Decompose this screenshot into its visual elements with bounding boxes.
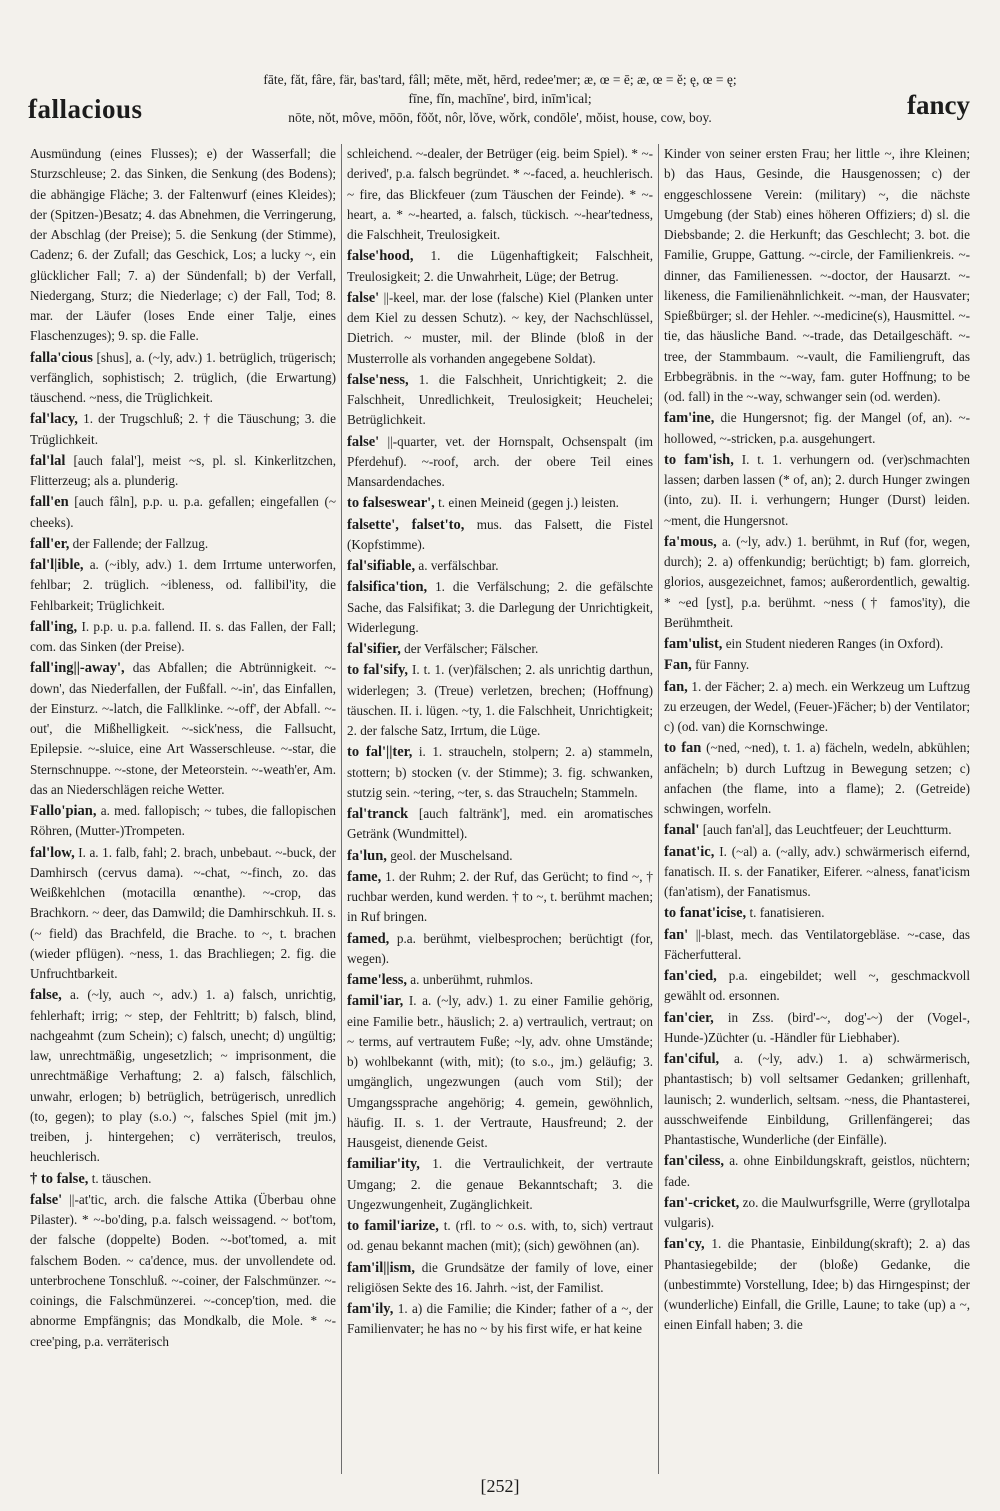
dictionary-entry [664,842,970,903]
entry-definition: 1. der Ruhm; 2. der Ruf, das Gerücht; to find ~, † ruchbar werden, kund werden. † to ~, t. berühmt machen; in Ruf bringen. [347,868,653,925]
entry-headword: falsifica'tion, [347,579,428,596]
dictionary-entry [347,288,653,369]
entry-headword: false'ness, [347,371,409,388]
entry-headword: fam'ily, [347,1301,394,1317]
dictionary-entry [347,639,653,659]
guideword-right: fancy [907,90,970,120]
entry-headword: to fanat'icise, [664,905,747,922]
entry-headword: fam'ine, [664,410,715,427]
entry-headword: fal'tranck [347,806,409,822]
dictionary-entry [347,1258,653,1299]
entry-definition: a. (~ibly, adv.) 1. dem Irrtume unterworfen, fehlbar; 2. trüglich. ~ibleness, od. fallibil'ity, die Fehlbarkeit; Trüglichkeit. [30,557,336,613]
dictionary-entry [30,843,336,985]
entry-headword: Fan, [664,657,692,674]
dictionary-entry [30,1190,336,1352]
dictionary-column-3 [664,144,970,1474]
dictionary-entry [30,492,336,533]
entry-headword: to fan [664,740,702,757]
entry-definition: [auch falal'], meist ~s, pl. sl. Kinkerlitzchen, Flitterzeug; als a. plunderig. [30,452,336,488]
dictionary-entry [664,966,970,1007]
entry-definition: in Zss. (bird'-~, dog'-~) der (Vogel-, Hunde-)Züchter (u. -Händler für Liebhaber). [664,1009,970,1045]
dictionary-entry [347,846,653,866]
entry-headword: to famil'iarize, [347,1218,439,1234]
entry-definition: der Fallende; der Fallzug. [72,535,209,551]
dictionary-entry [664,925,970,966]
entry-headword: to fal'sify, [347,662,409,679]
entry-definition: a. (~ly, adv.) 1. a) schwärmerisch, phantastisch; b) voll seltsamer Gedanken; grillenhaft, launisch; 2. wunderlich, seltsam. ~ness, die Phantasterei, ausschweifende Einbildung, Grillenfängerei; das Phantastische, Wunderliche (der Einfälle). [664,1051,970,1147]
dictionary-entry [664,820,970,840]
entry-definition: ||-blast, mech. das Ventilatorgebläse. ~-case, das Fächerfutteral. [664,926,970,962]
page-header [0,0,1000,140]
entry-headword: fal'l|ible, [30,557,84,573]
entry-definition: ||-keel, mar. der lose (falsche) Kiel (Planken unter dem Kiel zu dessen Schutz). ~ key, der Nachschlüssel, Dietrich. ~ muster, mil. der Blinde (bloß in der Musterrolle als vorhanden angegebene Soldat). [347,289,653,366]
entry-headword: fan'ciless, [664,1153,725,1170]
entry-definition: t. täuschen. [91,1170,152,1186]
entry-headword: false' [347,289,380,306]
entry-definition: [auch faltränk'], med. ein aromatisches Getränk (Wundmittel). [347,806,653,842]
dictionary-entry [347,929,653,970]
entry-headword: to fam'ish, [664,451,734,468]
dictionary-entry [347,556,653,576]
dictionary-entry [347,970,653,990]
entry-definition: die Hungersnot; fig. der Mangel (of, an). ~-hollowed, ~-stricken, p.a. ausgehungert. [664,410,970,446]
dictionary-entry [347,742,653,803]
entry-headword: falla'cious [30,349,93,366]
entry-headword: familiar'ity, [347,1156,420,1173]
dictionary-entry [347,660,653,741]
entry-definition: [auch fâln], p.p. u. p.a. gefallen; eingefallen (~ cheeks). [30,494,336,530]
entry-definition: a. (~ly, auch ~, adv.) 1. a) falsch, unrichtig, fehlerhaft; irrig; ~ step, der Fehltritt; b) falsch, blind, nachgeahmt (zum Schein); c) falsch, unecht; d) ungültig; law, unrechtmäßig, ungesetzlich; ~ imprisonment, die unrechtmäßige Verhaftung; 2. a) falsch, fälschlich, unwahr, erlogen; b) betrüglich, betrügerisch, unredlich (to, gegen); to play (s.o.) ~, falsches Spiel (mit jm.) treiben, j. hintergehen; c) verräterisch, treulos, heuchlerisch. [30,987,336,1165]
entry-headword: fanat'ic, [664,843,715,860]
entry-headword: fan'cier, [664,1009,714,1026]
entry-headword: fam'il||ism, [347,1259,416,1276]
dictionary-entry [664,1234,970,1335]
entry-definition: a. verfälschbar. [418,558,499,573]
entry-definition: ||-at'tic, arch. die falsche Attika (Überbau ohne Pilaster). * ~-bo'ding, p.a. falsch weissagend. ~ bot'tom, der falsche (doppelte) Boden. ~-bot'tomed, a. mit falschem Boden. ~ ca'dence, mus. der unvollendete od. unterbrochene Tonschluß. ~-coiner, der Falschmünzer. ~-coinings, die Falschmünzerei. ~-concep'tion, med. die abnorme Empfängnis; das Mondkalb, die Mole. * ~-cree'ping, p.a. verräterisch [30,1191,336,1349]
entry-definition: (~ned, ~ned), t. 1. a) fächeln, wedeln, abkühlen; anfächeln; b) durch Luftzug in Bewegung setzen; c) anfachen (the flame, into a flame); 2. (Getreide) schwingen, worfeln. [664,740,970,816]
entry-headword: fal'lal [30,452,66,469]
dictionary-entry [30,555,336,616]
entry-headword: fall'ing, [30,618,78,635]
entry-definition: p.a. eingebildet; well ~, geschmackvoll gewählt od. ersonnen. [664,968,970,1004]
entry-definition: 1. der Fächer; 2. a) mech. ein Werkzeug um Luftzug zu erzeugen, der Wedel, (Feuer-)Fächer; b) der Ventilator; c) (od. van) die Kornschwinge. [664,678,970,734]
dictionary-entry [30,985,336,1167]
dictionary-entry [664,532,970,633]
entry-headword: fanal' [664,822,700,839]
dictionary-entry [664,655,970,675]
entry-headword: fame, [347,868,382,885]
entry-definition: mus. das Falsett, die Fistel (Kopfstimme). [347,516,653,552]
entry-headword: fan, [664,678,688,695]
entry-definition: I. p.p. u. p.a. fallend. II. s. das Fallen, der Fall; com. das Sinken (der Preise). [30,618,336,654]
entry-definition: I. (~al) a. (~ally, adv.) schwärmerisch eifernd, fanatisch. II. s. der Fanatiker, Eiferer. ~alness, fanat'icism (fan'atism), der Fanatismus. [664,843,970,899]
entry-headword: famed, [347,930,390,947]
dictionary-entry [347,370,653,431]
entry-definition: t. (rfl. to ~ o.s. with, to, sich) vertraut od. genau bekannt machen (mit); (sich) gewöhnen (an). [347,1218,653,1254]
entry-definition: t. fanatisieren. [749,905,825,921]
entry-headword: fall'er, [30,535,70,552]
dictionary-entry [347,577,653,638]
dictionary-entry [347,432,653,493]
entry-definition: 1. der Trugschluß; 2. † die Täuschung; 3. die Trüglichkeit. [30,411,336,447]
dictionary-entry [347,1216,653,1257]
entry-definition: das Abfallen; die Abtrünnigkeit. ~-down', das Niederfallen, der Fußfall. ~-in', das Einfallen, der Einsturz. ~-latch, die Fallklinke. ~-off', der Abfall. ~-out', die Mißhelligkeit. ~-sick'ness, die Fallsucht, Epilepsie. ~-sluice, eine Art Wasserschleuse. ~-star, die Sternschnuppe. ~-stone, der Meteorstein. ~-weath'er, Am. das an Niederschlägen reiche Wetter. [30,660,336,797]
dictionary-entry [347,804,653,845]
entry-definition: a. ohne Einbildungskraft, geistlos, nüchtern; fade. [664,1153,970,1189]
entry-definition: der Verfälscher; Fälscher. [404,641,539,656]
entry-headword: fame'less, [347,972,407,988]
dictionary-entry [664,903,970,923]
entry-headword: † to false, [30,1170,89,1187]
pronunciation-key-line: fāte, făt, fâre, fär, bas'tard, fâll; mēte, mĕt, hērd, redee'mer; æ, œ = ē; æ, œ = ĕ; ę, œ = ę; [263,72,737,87]
pronunciation-key-line: nōte, nŏt, môve, mōōn, fŏŏt, nôr, lŏve, wŏrk, condōle', mŏist, house, cow, boy. [288,110,712,125]
dictionary-entry [30,409,336,450]
entry-definition: t. einen Meineid (gegen j.) leisten. [438,495,619,511]
dictionary-column-1 [30,144,336,1474]
entry-headword: fa'lun, [347,847,387,864]
dictionary-entry [664,634,970,654]
pronunciation-key-line: fīne, fĭn, machīne', bird, inīm'ical; [408,91,592,106]
entry-definition: p.a. berühmt, vielbesprochen; berüchtigt (for, wegen). [347,930,653,966]
dictionary-entry [30,451,336,492]
entry-headword: fan' [664,926,689,943]
entry-headword: fal'low, [30,844,75,861]
dictionary-entry [347,246,653,287]
column-divider [341,144,342,1474]
entry-definition: zo. die Maulwurfsgrille, Werre (gryllotalpa vulgaris). [664,1194,970,1230]
entry-headword: fal'lacy, [30,411,78,428]
entry-headword: fall'en [30,494,69,511]
entry-definition: 1. die Phantasie, Einbildung(skraft); 2. a) das Phantasiegebilde; der (bloße) Gedanke, die (unbestimmte) Vorstellung, Idee; b) das Hirngespinst; der (wunderliche) Einfall, die Grille, Laune; to take (up) a ~, einen Einfall haben; 3. die [664,1236,970,1333]
entry-headword: fam'ulist, [664,636,723,652]
dictionary-entry [664,1008,970,1049]
dictionary-entry [664,450,970,531]
dictionary-entry [347,867,653,928]
dictionary-entry [30,348,336,409]
pronunciation-key [200,70,800,127]
dictionary-entry [30,144,336,347]
dictionary-entry [347,1154,653,1215]
dictionary-entry [664,1151,970,1192]
entry-headword: fal'sifier, [347,641,401,657]
dictionary-entry [347,991,653,1153]
dictionary-entry [664,738,970,819]
entry-definition: Ausmündung (eines Flusses); e) der Wasserfall; die Sturzschleuse; 2. das Sinken, die Senkung (des Bodens); die abhängige Fläche; 3. der Faltenwurf (eines Kleides); der (Spitzen-)Besatz; 4. das Abnehmen, die Verringerung, der Abschlag (der Preise); 5. die Senkung (der Stimme), Cadenz; 6. der Zufall; das Geschick, Los; a lucky ~, ein glücklicher Fall; 7. a) der Sündenfall; b) der Verfall, Niedergang, Sturz; die Niederlage; c) der Fall, Tod; 8. mar. der Läufer (loses Ende einer Talje, eines Flaschenzuges); 9. sp. die Falle. [30,146,336,344]
entry-definition: 1. die Lügenhaftigkeit; Falschheit, Treulosigkeit; 2. die Unwahrheit, Lüge; der Betrug. [347,248,653,284]
entry-headword: fan'ciful, [664,1051,720,1067]
column-divider [658,144,659,1474]
entry-headword: fall'ing||-away', [30,660,125,677]
entry-headword: to falseswear', [347,495,435,512]
guideword-left: fallacious [28,94,143,124]
entry-definition: a. unberühmt, ruhmlos. [410,972,533,987]
entry-definition: 1. die Verfälschung; 2. die gefälschte Sache, das Falsifikat; 3. die Darlegung der Unrichtigkeit, Widerlegung. [347,579,653,635]
page-number: [252] [480,1476,520,1496]
entry-definition: I. t. 1. (ver)fälschen; 2. als unrichtig darthun, widerlegen; 3. (Treue) verletzen, brechen; (Hoffnung) täuschen. II. i. lügen. ~ty, 1. die Falschheit, Unrichtigkeit; 2. der falsche Satz, Irrtum, die Lüge. [347,662,653,738]
entry-headword: false' [347,433,380,450]
entry-definition: a. med. fallopisch; ~ tubes, die fallopischen Röhren, (Mutter-)Trompeten. [30,803,336,839]
dictionary-entry [30,1169,336,1189]
dictionary-entry [30,617,336,658]
dictionary-entry [30,658,336,800]
entry-definition: [auch fan'al], das Leuchtfeuer; der Leuchtturm. [702,822,952,838]
entry-definition: i. 1. straucheln, stolpern; 2. a) stammeln, stottern; b) stocken (v. der Stimme); 3. fig. schwanken, stutzig sein. ~tering, ~ter, s. das Straucheln; Stammeln. [347,744,653,800]
dictionary-entry [664,144,970,407]
dictionary-entry [30,801,336,842]
dictionary-column-2 [347,144,653,1474]
entry-definition: I. t. 1. verhungern od. (ver)schmachten lassen; darben lassen (* of, an); 2. durch Hunger zwingen (into, zu). II. i. verhungern; Hunger (Durst) leiden. ~ment, die Hungersnot. [664,451,970,528]
entry-definition: I. a. (~ly, adv.) 1. zu einer Familie gehörig, eine Familie betr., häuslich; 2. a) vertraulich, vertraut; on ~ terms, auf vertrautem Fuße; ~ly, adv. ohne Umstände; b) wohlbekannt (with, mit); (to s.o., jm.) geläufig; 3. umgänglich, ungezwungen (auch vom Stil); der Umgangssprache angehörig; 4. gemein, gewöhnlich, häufig. II. s. 1. der Vertraute, Hausfreund; 2. der Hausgeist, dienende Geist. [347,993,653,1150]
entry-headword: Fallo'pian, [30,803,97,819]
entry-headword: false'hood, [347,248,414,265]
entry-headword: fal'sifiable, [347,558,416,574]
entry-headword: to fal'||ter, [347,744,413,761]
dictionary-entry [30,534,336,554]
entry-definition: 1. die Falschheit, Unrichtigkeit; 2. die Falschheit, Unredlichkeit, Treulosigkeit; Heuchelei; Betrüglichkeit. [347,371,653,428]
entry-definition: Kinder von seiner ersten Frau; her little ~, ihre Kleinen; b) das Haus, Gesinde, die Hausgenossen; c) der enggeschlossene Verein: (military) ~, die nächste Umgebung (der Stab) eines höheren Offiziers; d) sl. die Diebsbande; 2. die Herkunft; das Geschlecht; 3. bot. die Familie, Gruppe, Gattung. ~-circle, der Familienkreis. ~-dinner, das Familienessen. ~-doctor, der Hausarzt. ~-likeness, die Familienähnlichkeit. ~-man, der Hausvater; Spießbürger; sl. der Hehler. ~-medicine(s), Hausmittel. ~-tie, das häusliche Band. ~-trade, das Detailgeschäft. ~-tree, der Stammbaum. ~-vault, die Familiengruft, das Erbbegräbnis. in the ~-way, fam. guter Hoffnung; to be (od. fall) in the ~-way, schwanger sein (od. werden). [664,146,970,404]
entry-definition: [shus], a. (~ly, adv.) 1. betrüglich, trügerisch; verfänglich, sophistisch; 2. trüglich, (die Erwartung) täuschend. ~ness, die Trüglichkeit. [30,349,336,405]
dictionary-entry [664,677,970,738]
entry-definition: schleichend. ~-dealer, der Betrüger (eig. beim Spiel). * ~-derived', p.a. falsch begründet. * ~-faced, a. heuchlerisch. ~ fire, das Blickfeuer (zum Täuschen der Feinde). * ~-heart, a. * ~-hearted, a. falsch, tückisch. ~-hear'tedness, die Falschheit, Treulosigkeit. [347,146,653,242]
entry-headword: fan'-cricket, [664,1194,740,1211]
dictionary-entry [664,408,970,449]
entry-definition: ein Student niederen Ranges (in Oxford). [725,636,944,651]
entry-definition: geol. der Muschelsand. [390,847,513,863]
entry-headword: false, [30,987,62,1004]
dictionary-entry [347,144,653,245]
entry-definition: für Fanny. [695,657,750,673]
entry-definition: die Grundsätze der family of love, einer religiösen Sekte des 16. Jahrh. ~ist, der Familist. [347,1259,653,1295]
dictionary-entry [664,1193,970,1234]
dictionary-entry [347,515,653,556]
entry-headword: falsette', falset'to, [347,516,465,533]
entry-definition: I. a. 1. falb, fahl; 2. brach, unbebaut. ~-buck, der Damhirsch (cervus dama). ~-chat, ~-finch, zo. das Weißkehlchen (motacilla œnanthe). ~-crop, das Brachkorn. ~ deer, das Damwild; die Damhirschkuh. II. s. (~ field) das Brachfeld, die Brache. to ~, t. brachen (wieder pflügen). ~ness, 1. das Brachliegen; 2. fig. die Unfruchtbarkeit. [30,844,336,981]
entry-definition: 1. die Vertraulichkeit, der vertraute Umgang; 2. die genaue Bekanntschaft; 3. die Ungezwungenheit, Zugänglichkeit. [347,1156,653,1212]
entry-headword: false' [30,1191,63,1208]
dictionary-entry [347,1299,653,1340]
entry-headword: fan'cied, [664,968,717,984]
dictionary-entry [347,493,653,513]
entry-headword: famil'iar, [347,993,404,1010]
entry-headword: fan'cy, [664,1236,705,1253]
entry-definition: ||-quarter, vet. der Hornspalt, Ochsenspalt (im Pferdehuf). ~-roof, arch. der obere Teil eines Mansardendaches. [347,433,653,489]
dictionary-entry [664,1049,970,1150]
entry-definition: a. (~ly, adv.) 1. berühmt, in Ruf (for, wegen, durch); 2. a) offenkundig; berüchtigt; b) fam. glorreich, glorios, ausgezeichnet, famos; außerordentlich, gewaltig. * ~ed [yst], p.a. berühmt. ~ness († famos'ity), die Berühmtheit. [664,533,970,630]
entry-definition: 1. a) die Familie; die Kinder; father of a ~, der Familienvater; he has no ~ by his first wife, er hat keine [347,1301,653,1337]
entry-headword: fa'mous, [664,533,717,550]
